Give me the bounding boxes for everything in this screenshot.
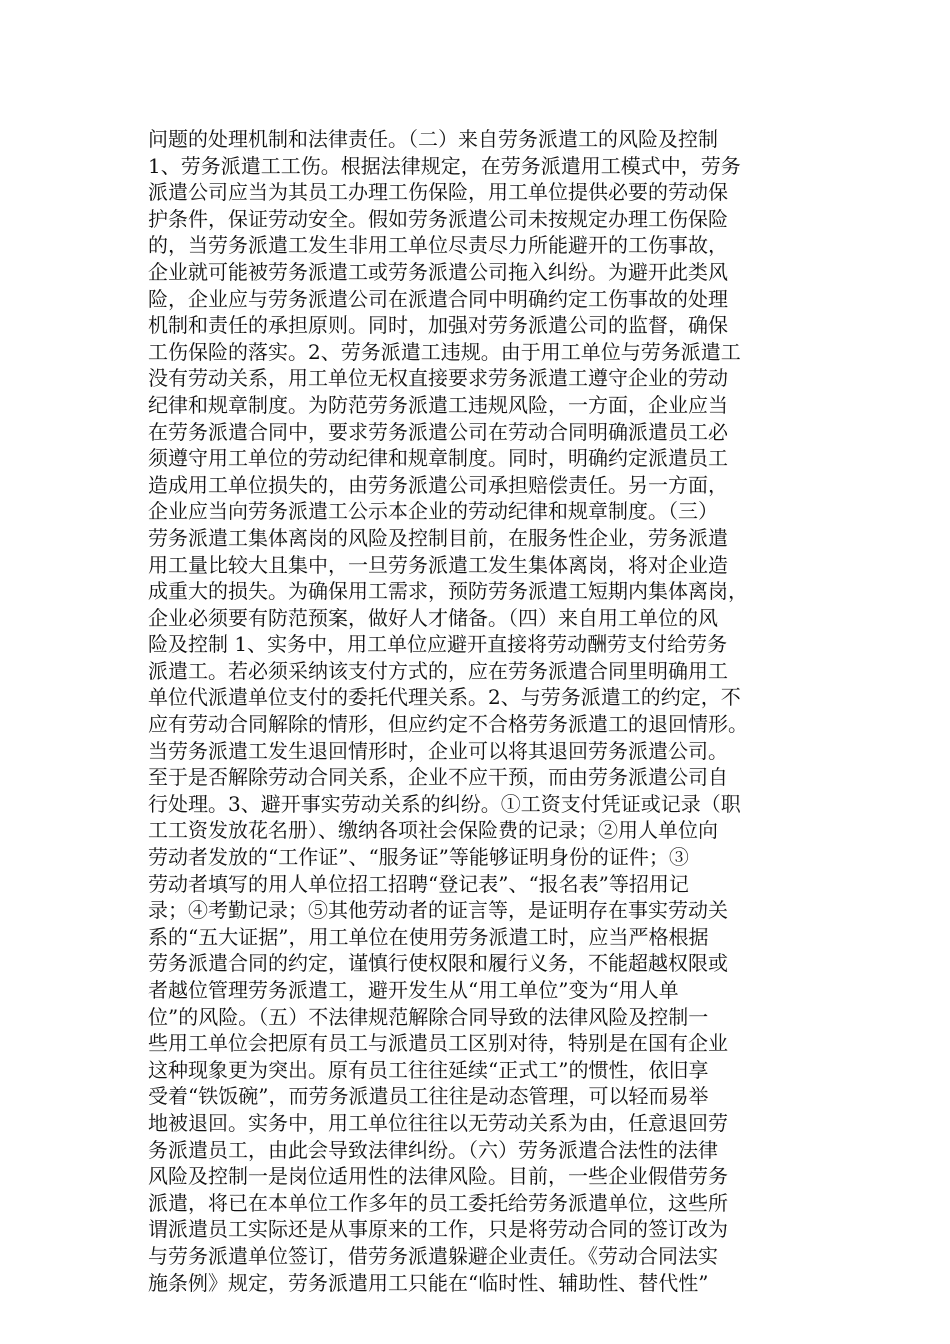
text-line: 地被退回。实务中，用工单位往往以无劳动关系为由，任意退回劳 — [148, 1110, 728, 1135]
text-line: 劳动者填写的用人单位招工招聘“登记表”、“报名表”等招用记 — [148, 871, 689, 896]
text-line: 险，企业应与劳务派遣公司在派遣合同中明确约定工伤事故的处理 — [148, 286, 728, 311]
text-line: 务派遣员工，由此会导致法律纠纷。（六）劳务派遣合法性的法律 — [148, 1137, 718, 1162]
text-line: 行处理。3、避开事实劳动关系的纠纷。①工资支付凭证或记录（职 — [148, 791, 741, 816]
text-line: 应有劳动合同解除的情形，但应约定不合格劳务派遣工的退回情形。 — [148, 712, 748, 737]
text-line: 单位代派遣单位支付的委托代理关系。2、与劳务派遣工的约定，不 — [148, 685, 741, 710]
text-line: 些用工单位会把原有员工与派遣员工区别对待，特别是在国有企业 — [148, 1031, 728, 1056]
text-line: 1、劳务派遣工工伤。根据法律规定，在劳务派遣用工模式中，劳务 — [148, 153, 741, 178]
text-line: 施条例》规定，劳务派遣用工只能在“临时性、辅助性、替代性” — [148, 1270, 709, 1295]
text-line: 派遣工。若必须采纳该支付方式的，应在劳务派遣合同里明确用工 — [148, 658, 728, 683]
body-text — [148, 126, 808, 1296]
text-line: 劳务派遣合同的约定，谨慎行使权限和履行义务，不能超越权限或 — [148, 951, 728, 976]
text-line: 系的“五大证据”，用工单位在使用劳务派遣工时，应当严格根据 — [148, 924, 709, 949]
text-line: 没有劳动关系，用工单位无权直接要求劳务派遣工遵守企业的劳动 — [148, 366, 728, 391]
text-line: 造成用工单位损失的，由劳务派遣公司承担赔偿责任。另一方面， — [148, 472, 728, 497]
text-line: 须遵守用工单位的劳动纪律和规章制度。同时，明确约定派遣员工 — [148, 446, 728, 471]
text-line: 派遣公司应当为其员工办理工伤保险，用工单位提供必要的劳动保 — [148, 180, 728, 205]
text-line: 至于是否解除劳动合同关系，企业不应干预，而由劳务派遣公司自 — [148, 765, 728, 790]
text-line: 工伤保险的落实。2、劳务派遣工违规。由于用工单位与劳务派遣工 — [148, 339, 741, 364]
text-line: 派遣，将已在本单位工作多年的员工委托给劳务派遣单位，这些所 — [148, 1190, 728, 1215]
text-line: 录；④考勤记录；⑤其他劳动者的证言等，是证明存在事实劳动关 — [148, 898, 728, 923]
text-line: 企业必须要有防范预案，做好人才储备。（四）来自用工单位的风 — [148, 605, 718, 630]
text-line: 者越位管理劳务派遣工，避开发生从“用工单位”变为“用人单 — [148, 978, 679, 1002]
text-line: 位”的风险。（五）不法律规范解除合同导致的法律风险及控制一 — [148, 1004, 709, 1029]
text-line: 企业应当向劳务派遣工公示本企业的劳动纪律和规章制度。（三） — [148, 499, 718, 524]
text-line: 企业就可能被劳务派遣工或劳务派遣公司拖入纠纷。为避开此类风 — [148, 259, 728, 284]
text-line: 与劳务派遣单位签订，借劳务派遣躲避企业责任。《劳动合同法实 — [148, 1243, 718, 1268]
text-line: 工工资发放花名册）、缴纳各项社会保险费的记录；②用人单位向 — [148, 818, 718, 843]
text-line: 风险及控制一是岗位适用性的法律风险。目前，一些企业假借劳务 — [148, 1164, 728, 1189]
text-line: 用工量比较大且集中，一旦劳务派遣工发生集体离岗，将对企业造 — [148, 552, 728, 577]
text-line: 机制和责任的承担原则。同时，加强对劳务派遣公司的监督，确保 — [148, 313, 728, 338]
text-line: 问题的处理机制和法律责任。（二）来自劳务派遣工的风险及控制 — [148, 127, 718, 151]
text-line: 这种现象更为突出。原有员工往往延续“正式工”的惯性，依旧享 — [148, 1057, 709, 1082]
text-line: 的，当劳务派遣工发生非用工单位尽责尽力所能避开的工伤事故， — [148, 233, 728, 258]
text-line: 劳务派遣工集体离岗的风险及控制目前，在服务性企业，劳务派遣 — [148, 525, 728, 550]
text-line: 险及控制 1、实务中，用工单位应避开直接将劳动酬劳支付给劳务 — [148, 632, 728, 657]
text-line: 护条件，保证劳动安全。假如劳务派遣公司未按规定办理工伤保险 — [148, 206, 728, 231]
text-line: 成重大的损失。为确保用工需求，预防劳务派遣工短期内集体离岗， — [148, 579, 748, 604]
text-line: 纪律和规章制度。为防范劳务派遣工违规风险，一方面，企业应当 — [148, 392, 728, 417]
text-line: 谓派遣员工实际还是从事原来的工作，只是将劳动合同的签订改为 — [148, 1217, 728, 1242]
text-line: 劳动者发放的“工作证”、“服务证”等能够证明身份的证件；③ — [148, 845, 689, 870]
text-line: 受着“铁饭碗”，而劳务派遣员工往往是动态管理，可以轻而易举 — [148, 1084, 709, 1109]
text-line: 在劳务派遣合同中，要求劳务派遣公司在劳动合同明确派遣员工必 — [148, 419, 728, 444]
text-line: 当劳务派遣工发生退回情形时，企业可以将其退回劳务派遣公司。 — [148, 738, 728, 763]
